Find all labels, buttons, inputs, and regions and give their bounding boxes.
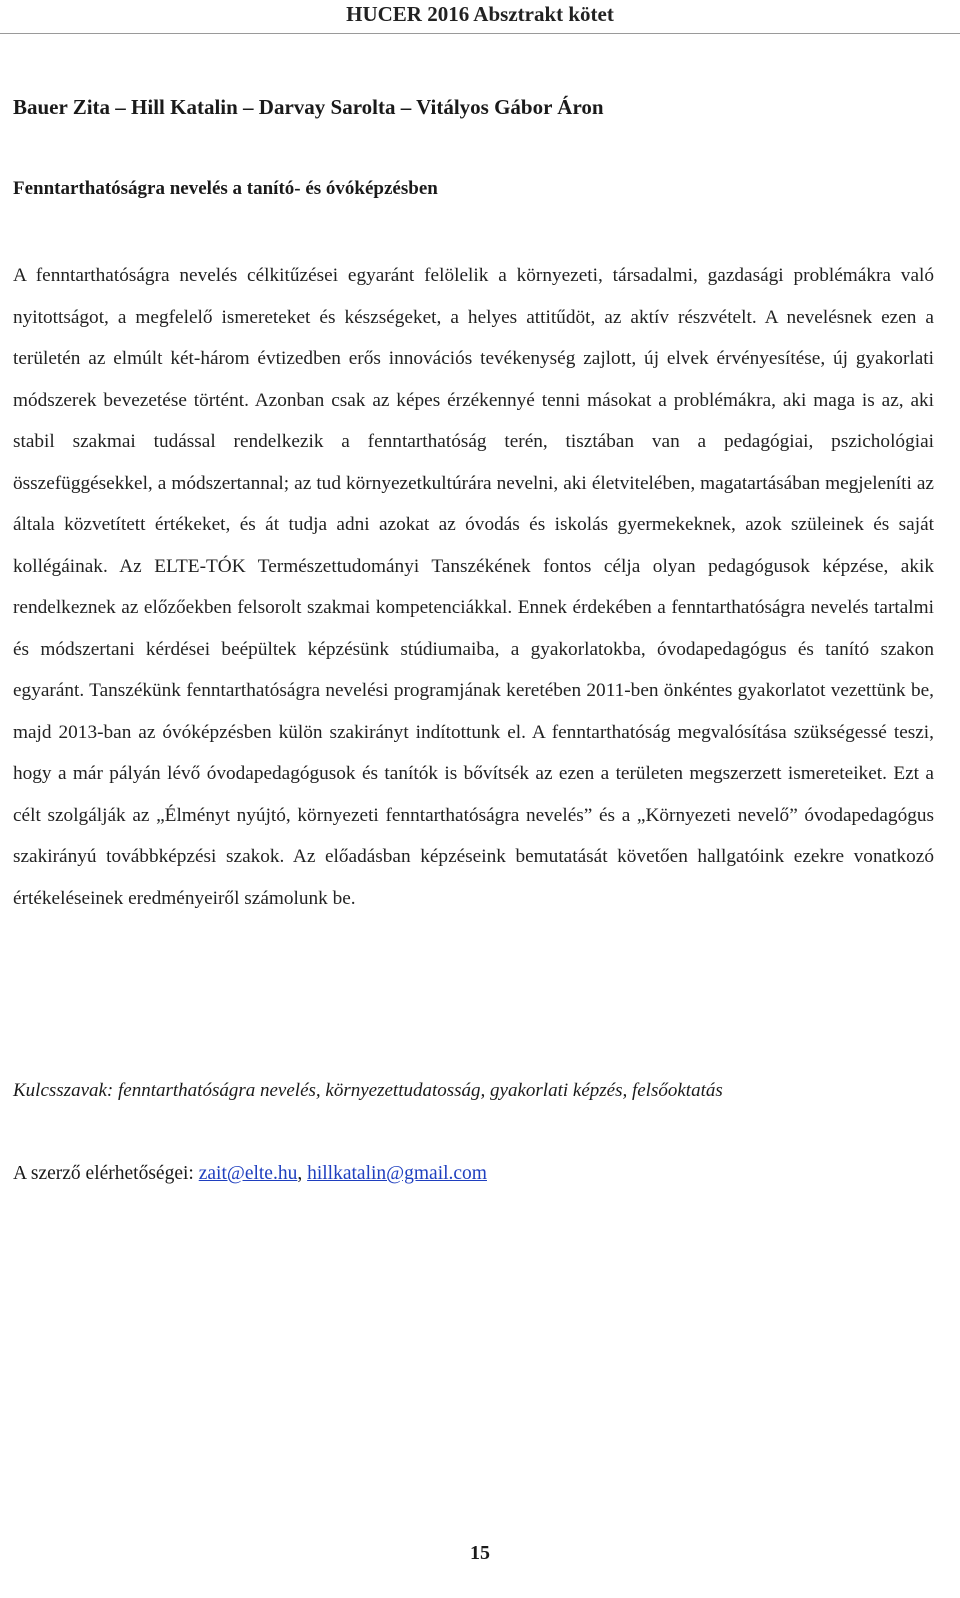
author-contact bbox=[13, 1160, 933, 1188]
contact-label: A szerző elérhetőségei: bbox=[13, 1163, 199, 1184]
email-link-hillkatalin[interactable]: hillkatalin@gmail.com bbox=[307, 1163, 487, 1184]
running-header bbox=[0, 0, 960, 34]
email-link-zait[interactable]: zait@elte.hu bbox=[198, 1163, 298, 1184]
article-title: Fenntarthatóságra nevelés a tanító- és óvóképzésben bbox=[13, 178, 438, 199]
keywords-line: Kulcsszavak: fenntarthatóságra nevelés, környezettudatosság, gyakorlati képzés, felsőoktatás bbox=[13, 1080, 723, 1101]
contact-separator: , bbox=[297, 1163, 308, 1184]
author-list: Bauer Zita – Hill Katalin – Darvay Sarolta – Vitályos Gábor Áron bbox=[13, 95, 604, 119]
abstract-paragraph: A fenntarthatóságra nevelés célkitűzései egyaránt felölelik a környezeti, társadalmi, gazdasági problémákra való nyitottságot, a megfelelő ismereteket és készségeket, a helyes attitűdöt, az aktív részvételt. A nevelésnek ezen a területén az elmúlt két-három évtizedben erős innovációs tevékenység zajlott, új elvek érvényesítése, új gyakorlati módszerek bevezetése történt. Azonban csak az képes érzékennyé tenni másokat a problémákra, aki maga is az, aki stabil szakmai tudással rendelkezik a fenntarthatóság terén, tisztában van a pedagógiai, pszichológiai összefüggésekkel, a módszertannal; az tud környezetkultúrára nevelni, aki életvitelében, magatartásában megjeleníti az általa közvetített értékeket, és át tudja adni azokat az óvodás és iskolás gyermekeknek, azok szüleinek és saját kollégáinak. Az ELTE-TÓK Természettudományi Tanszékének fontos célja olyan pedagógusok képzése, akik rendelkeznek az előzőekben felsorolt szakmai kompetenciákkal. Ennek érdekében a fenntarthatóságra nevelés tartalmi és módszertani kérdései beépültek képzésünk stúdiumaiba, a gyakorlatokba, óvodapedagógus és tanító szakon egyaránt. Tanszékünk fenntarthatóságra nevelési programjának keretében 2011-ben önkéntes gyakorlatot vezettünk be, majd 2013-ban az óvóképzésben külön szakirányt indítottunk el. A fenntarthatóság megvalósítása szükségessé teszi, hogy a már pályán lévő óvodapedagógusok és tanítók is bővítsék az ezen a területen megszerzett ismereteiket. Ezt a célt szolgálják az „Élményt nyújtó, környezeti fenntarthatóságra nevelés” és a „Környezeti nevelő” óvodapedagógus szakirányú továbbképzési szakok. Az előadásban képzéseink bemutatását követően hallgatóink ezekre vonatkozó értékeléseinek eredményeiről számolunk be. bbox=[13, 265, 934, 909]
running-title: HUCER 2016 Absztrakt kötet bbox=[346, 2, 614, 26]
page-number: 15 bbox=[470, 1542, 490, 1564]
